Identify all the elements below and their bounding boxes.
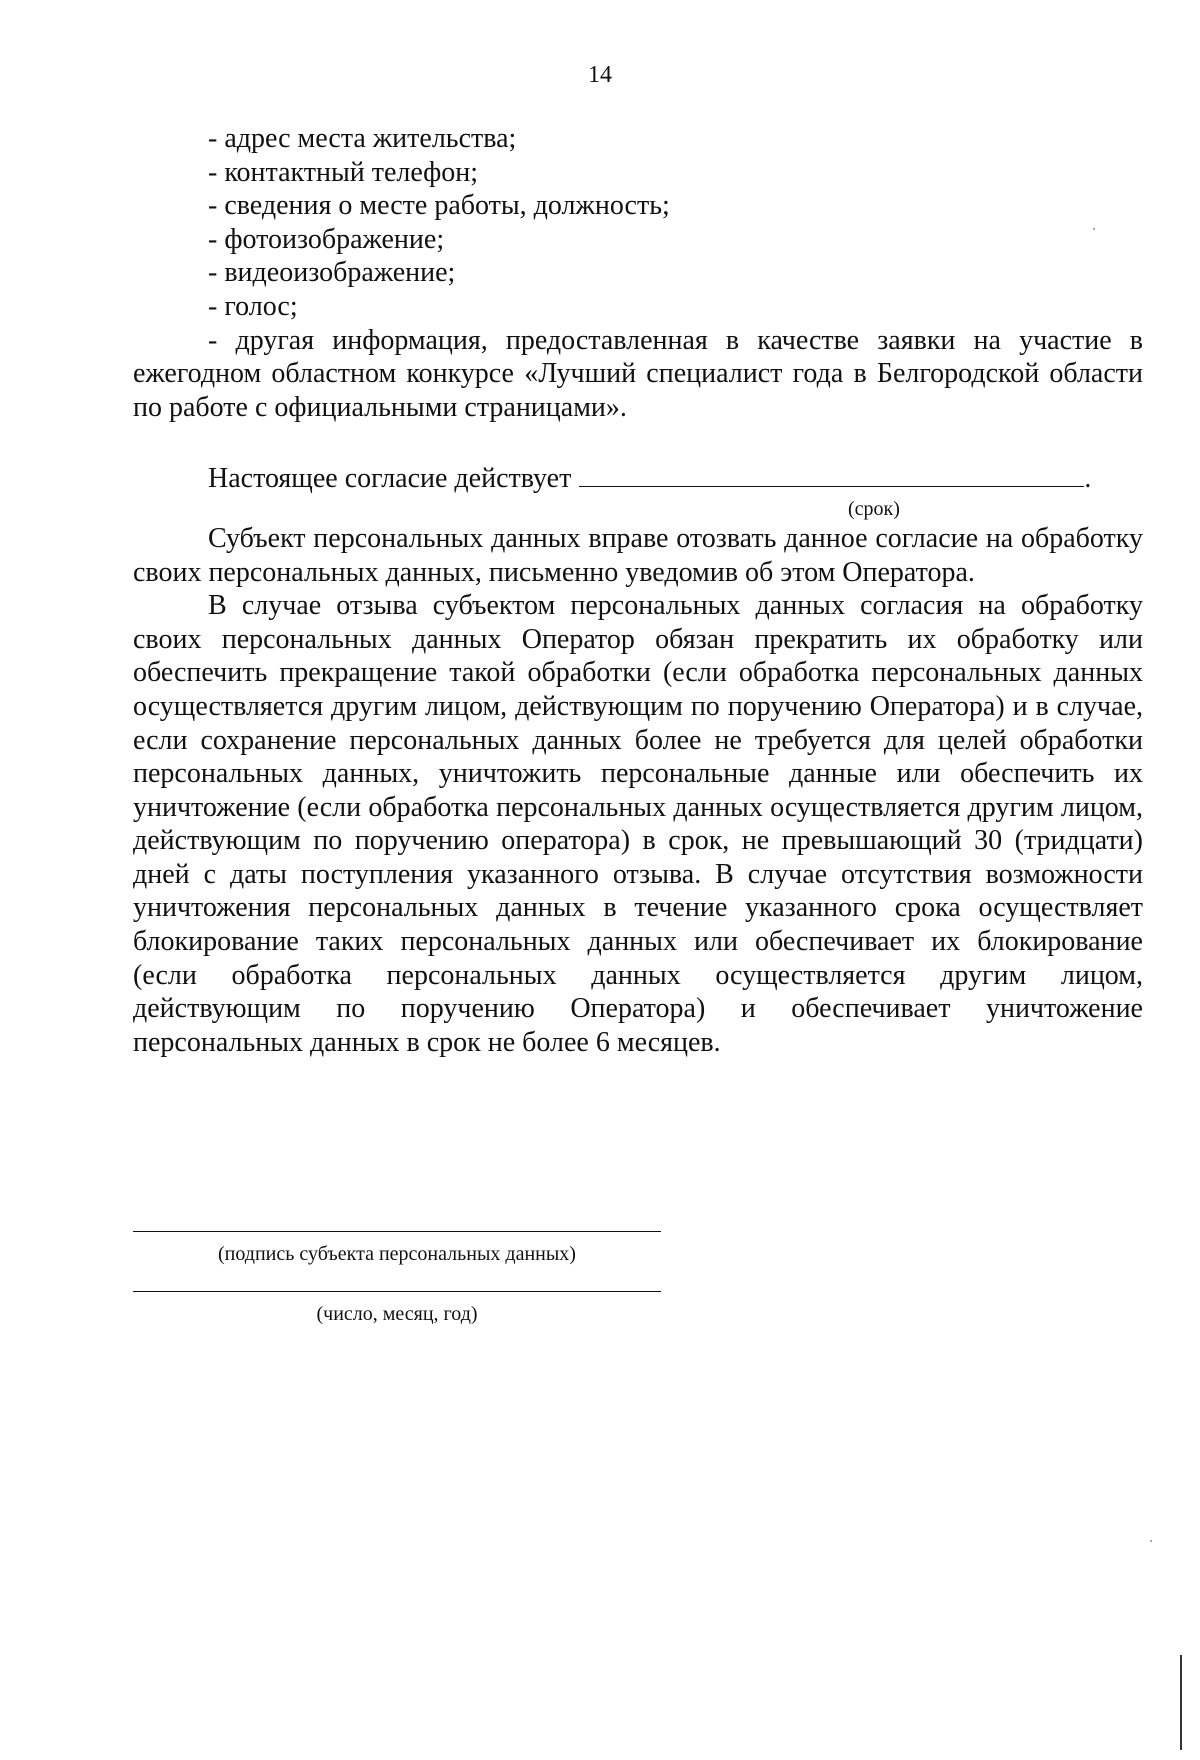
processing-paragraph: В случае отзыва субъектом персональных данных согласия на обработку своих персональных данных Оператор обязан прекратить их обработку или обеспечить прекращение такой обработки (если обработка персональных данных осуществляется другим лицом, действующим по поручению Оператора) и в случае, если сохранение персональных данных более не требуется для целей обработки персональных данных, уничтожить персональные данные или обеспечить их уничтожение (если обработка персональных данных осуществляется другим лицом, действующим по поручению оператора) в срок, не превышающий 30 (тридцати) дней с даты поступления указанного отзыва. В случае отсутствия возможности уничтожения персональных данных в течение указанного срока осуществляет блокирование таких персональных данных или обеспечивает их блокирование (если обработка персональных данных осуществляется другим лицом, действующим по поручению Оператора) и обеспечивает уничтожение персональных данных в срок не более 6 месяцев. [133, 590, 1143, 1058]
page-number: 14 [588, 62, 612, 88]
margin-mark [1180, 1655, 1182, 1750]
withdrawal-paragraph: Субъект персональных данных вправе отозвать данное согласие на обработку своих персональных данных, письменно уведомив об этом Оператора. [133, 522, 1143, 588]
consent-period-blank[interactable] [579, 464, 1084, 487]
consent-period-caption: (срок) [848, 497, 900, 520]
list-item: - голос; [208, 290, 298, 322]
subject-signature-caption: (подпись субъекта персональных данных) [218, 1243, 576, 1265]
consent-period-label: Настоящее согласие действует [208, 463, 572, 495]
date-caption: (число, месяц, год) [316, 1303, 478, 1325]
date-block [133, 1291, 661, 1328]
other-information-item: - другая информация, предоставленная в качестве заявки на участие в ежегодном областном конкурсе «Лучший специалист года в Белгородской области по работе с официальными страницами». [133, 324, 1143, 423]
list-item: - адрес места жительства; [208, 123, 517, 154]
list-item: - видеоизображение; [208, 257, 456, 289]
date-line[interactable] [133, 1291, 661, 1292]
subject-signature-block [133, 1231, 661, 1268]
consent-period-end: . [1084, 463, 1092, 495]
consent-period-line [133, 462, 1143, 496]
spacer [133, 424, 1143, 462]
list-item: - сведения о месте работы, должность; [208, 190, 670, 222]
scan-speck [1093, 228, 1095, 230]
list-item: - контактный телефон; [208, 156, 479, 188]
scan-speck [1150, 1540, 1152, 1542]
list-item: - фотоизображение; [208, 223, 445, 255]
subject-signature-line[interactable] [133, 1231, 661, 1232]
document-body [133, 122, 1143, 1059]
